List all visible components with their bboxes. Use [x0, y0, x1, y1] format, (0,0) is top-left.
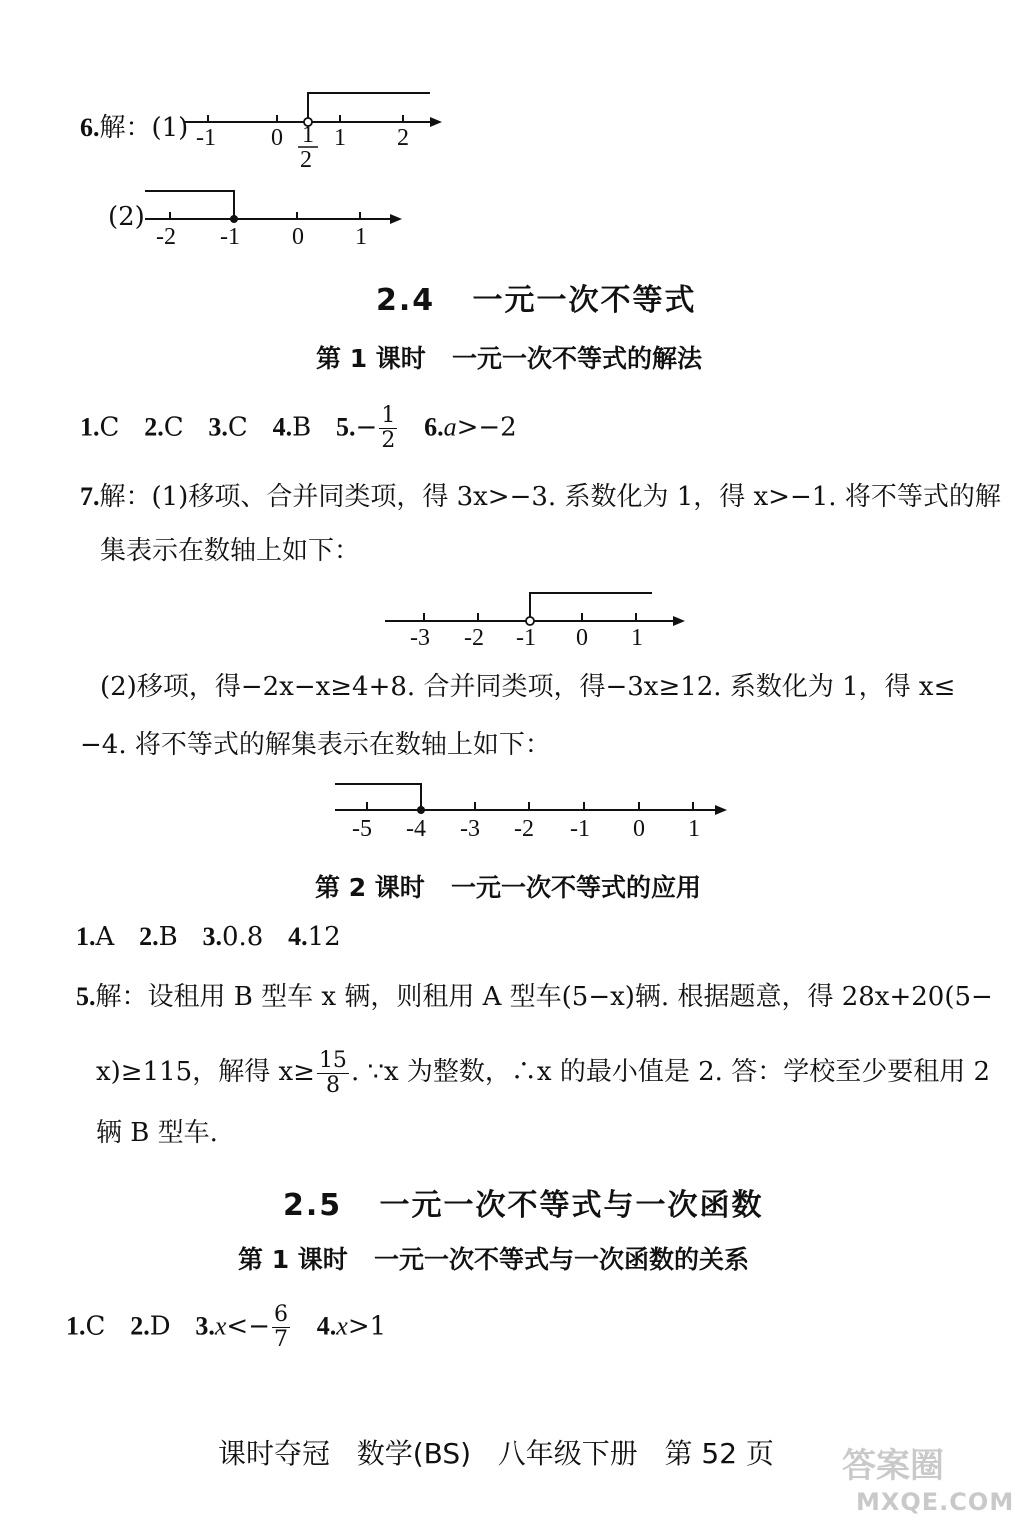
answer-number: 4.	[272, 412, 293, 442]
q5-text: . ∵x 为整数，∴x 的最小值是 2. 答：学校至少要租用 2	[350, 1057, 991, 1087]
section-title-2-5	[283, 1180, 764, 1224]
footer-page: 第 52 页	[664, 1437, 774, 1470]
answer-value: 12	[307, 922, 341, 952]
q6-prefix: 解：(1)	[99, 113, 189, 143]
tick-label: -1	[196, 125, 216, 151]
answer-value: >1	[347, 1311, 387, 1342]
section-number: 2.4	[376, 283, 436, 318]
watermark-logo	[842, 1438, 944, 1487]
answer-value: C	[163, 412, 184, 443]
answer-value: <−	[226, 1311, 270, 1342]
answer-number: 5.	[336, 412, 356, 442]
answer-variable: x	[214, 1311, 227, 1341]
answer-number: 3.	[195, 1311, 215, 1341]
lesson-label: 第 2 课时	[315, 873, 425, 902]
lesson-title-2-4-1	[316, 339, 702, 375]
frac-denominator: 2	[300, 147, 312, 170]
q6-part2-label: (2)	[108, 202, 145, 232]
number-line-q7-1	[380, 585, 700, 650]
q5-number: 5.	[76, 982, 96, 1011]
watermark-bottom: MXQE.COM	[856, 1488, 1015, 1516]
tick-label: 0	[292, 224, 304, 250]
answer-variable: x	[336, 1311, 348, 1341]
frac-numerator: 6	[273, 1302, 288, 1327]
answers-row-2-4-2	[76, 922, 341, 952]
section-title: 一元一次不等式与一次函数	[379, 1188, 764, 1223]
answer-value: B	[158, 922, 178, 952]
q7-text: 解：(1)移项、合并同类项，得 3x>−3. 系数化为 1，得 x>−1. 将不等式的解	[99, 482, 1001, 512]
tick-label: -3	[460, 816, 480, 842]
lesson-title-2-5-1	[238, 1240, 749, 1276]
tick-label: 0	[271, 125, 283, 151]
number-line-q6-2	[140, 180, 410, 250]
tick-label: -1	[516, 625, 536, 650]
footer-grade: 八年级下册	[497, 1437, 638, 1470]
tick-label: -4	[406, 816, 426, 842]
footer-book: 课时夺冠	[218, 1437, 331, 1470]
answer-value: C	[85, 1311, 106, 1342]
tick-label: 1	[355, 224, 367, 250]
number-line-q6-1	[180, 85, 450, 170]
answer-value: D	[149, 1311, 171, 1342]
answer-number: 3.	[208, 412, 228, 442]
lesson-title: 一元一次不等式与一次函数的关系	[373, 1245, 749, 1274]
q7-line3: (2)移项，得−2x−x≥4+8. 合并同类项，得−3x≥12. 系数化为 1，得 x≤	[100, 672, 956, 702]
section-title: 一元一次不等式	[472, 283, 697, 318]
tick-label: 0	[576, 625, 588, 650]
q5-line1	[76, 982, 993, 1012]
tick-label: -5	[352, 816, 372, 842]
answers-row-2-5-1	[66, 1303, 386, 1352]
answer-value: −	[355, 412, 378, 443]
answers-row-2-4-1	[80, 404, 517, 453]
fraction	[272, 1303, 290, 1352]
section-title-2-4	[376, 275, 697, 319]
fraction	[379, 404, 397, 453]
fraction	[317, 1049, 349, 1098]
lesson-label: 第 1 课时	[238, 1245, 348, 1274]
frac-numerator: 15	[318, 1047, 347, 1073]
tick-label: -3	[410, 625, 430, 650]
lesson-title: 一元一次不等式的应用	[450, 873, 701, 902]
answer-number: 2.	[144, 412, 164, 442]
frac-denominator: 2	[381, 428, 396, 453]
tick-label: 1	[334, 125, 346, 151]
answer-number: 1.	[66, 1311, 86, 1341]
answer-value: 0.8	[221, 922, 264, 952]
answer-value: B	[292, 412, 312, 443]
footer-subject: 数学(BS)	[356, 1437, 472, 1470]
answer-value: A	[95, 922, 115, 952]
q5-text: 解：设租用 B 型车 x 辆，则租用 A 型车(5−x)辆. 根据题意，得 28x+20(5−	[95, 982, 993, 1012]
tick-label: -1	[220, 224, 240, 250]
tick-label: 1	[631, 625, 643, 650]
q6-label	[80, 113, 188, 143]
tick-label: 0	[633, 816, 645, 842]
tick-label: -1	[570, 816, 590, 842]
answer-number: 3.	[202, 922, 222, 951]
answer-number: 1.	[76, 922, 96, 951]
number-line-q7-2	[330, 780, 740, 845]
q5-text: x)≥115，解得 x≥	[96, 1057, 315, 1087]
q7-line1	[80, 482, 1001, 512]
q5-line3: 辆 B 型车.	[96, 1118, 218, 1148]
lesson-label: 第 1 课时	[316, 344, 426, 373]
lesson-title-2-4-2	[315, 868, 701, 904]
frac-denominator: 8	[325, 1072, 340, 1098]
q7-line4: −4. 将不等式的解集表示在数轴上如下：	[80, 730, 551, 760]
tick-label: -2	[464, 625, 484, 650]
tick-label: -2	[514, 816, 534, 842]
answer-value: C	[227, 412, 248, 443]
answer-number: 2.	[139, 922, 159, 951]
lesson-title: 一元一次不等式的解法	[451, 344, 702, 373]
frac-denominator: 7	[273, 1327, 288, 1352]
q7-line2: 集表示在数轴上如下：	[100, 536, 361, 566]
tick-label: -2	[156, 224, 176, 250]
page-footer	[218, 1432, 774, 1472]
answer-number: 4.	[288, 922, 308, 951]
answer-number: 1.	[80, 412, 100, 442]
q5-line2	[96, 1047, 990, 1098]
frac-numerator: 1	[302, 122, 314, 148]
answer-number: 4.	[316, 1311, 337, 1341]
tick-label: 1	[688, 816, 700, 842]
q6-number: 6.	[80, 113, 100, 142]
watermark-url	[856, 1488, 1014, 1516]
answer-value: >−2	[456, 412, 517, 443]
q7-number: 7.	[80, 482, 100, 511]
answer-variable: a	[443, 412, 457, 442]
answer-number: 6.	[424, 412, 444, 442]
section-number: 2.5	[283, 1188, 343, 1223]
answer-value: C	[99, 412, 120, 443]
watermark-top: 答案圈	[842, 1446, 944, 1486]
answer-number: 2.	[130, 1311, 150, 1341]
tick-label: 2	[397, 125, 409, 151]
frac-numerator: 1	[381, 403, 396, 428]
